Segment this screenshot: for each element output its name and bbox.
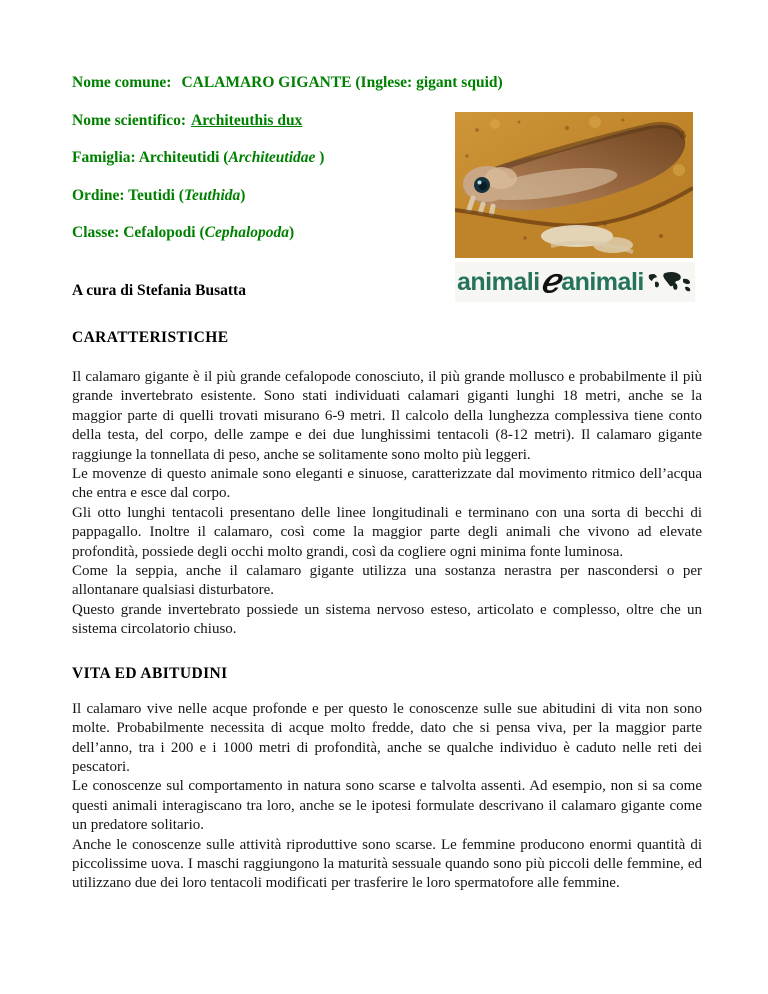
squid-photo-illustration xyxy=(455,112,693,258)
family-suffix: ) xyxy=(315,149,325,166)
common-name-value: CALAMARO GIGANTE (Inglese: gigant squid) xyxy=(181,74,503,91)
giant-squid-photo xyxy=(455,112,693,258)
logo-word-animali-1: animali xyxy=(457,268,540,296)
class-label: Classe: Cefalopodi ( xyxy=(72,224,205,241)
common-name-label: Nome comune: xyxy=(72,74,172,91)
order-label: Ordine: Teutidi ( xyxy=(72,186,184,204)
section-heading-vita-ed-abitudini: VITA ED ABITUDINI xyxy=(72,664,228,682)
paragraph: Le conoscenze sul comportamento in natura sono scarse e talvolta assenti. Ad esempio, non si sa come questi animali interagiscano tra loro, anche se le ipotesi formulate descrivano il calamaro gigante come un predatore solitario. xyxy=(72,778,702,834)
common-name-line xyxy=(72,75,702,91)
logo-script-e: ℯ xyxy=(540,261,561,300)
author-byline: A cura di Stefania Busatta xyxy=(72,282,246,299)
class-latin-name: Cephalopoda xyxy=(204,224,290,241)
paragraph: Anche le conoscenze sulle attività riproduttive sono scarse. Le femmine producono enormi quantità di piccolissime uova. I maschi raggiungono la maturità sessuale quando sono più piccoli delle femmine, ed utilizzano due dei loro tentacoli modificati per trasferire le loro spermatofore alle femmine. xyxy=(72,836,702,892)
family-label: Famiglia: Architeutidi ( xyxy=(72,149,229,166)
paragraph: Il calamaro gigante è il più grande cefalopode conosciuto, il più grande mollusco e probabilmente il più grande invertebrato esistente. Sono stati individuati calamari giganti lunghi 18 metri, anche se la maggior parte di quelli trovati misurano 6-9 metri. Il calcolo della lunghezza complessiva tiene conto della testa, del corpo, delle zampe e dei due lunghissimi tentacoli (8-12 metri). Il calamaro gigante raggiunge la tonnellata di peso, anche se solitamente sono molto più leggeri. xyxy=(72,369,702,463)
paragraph: Gli otto lunghi tentacoli presentano delle linee longitudinali e terminano con una sorta di becchi di pappagallo. Inoltre il calamaro, così come la maggior parte degli animali che vivono ad elevate profondità, possiede degli occhi molto grandi, così da cogliere ogni minima fonte luminosa. xyxy=(72,504,702,560)
order-suffix: ) xyxy=(240,186,246,204)
scientific-name-value: Architeuthis dux xyxy=(191,111,303,129)
paragraph: Il calamaro vive nelle acque profonde e per questo le conoscenze sulle sue abitudini di vita non sono molte. Probabilmente necessita di acque molto fredde, dato che si pensa viva, per la maggior parte dell’anno, tra i 200 e i 1000 metri di profondità, anche se qualche individuo è caduto nelle reti dei pescatori. xyxy=(72,700,702,775)
animalieanimali-logo xyxy=(455,262,695,302)
family-latin-name: Architeutidae xyxy=(228,149,316,166)
world-map-icon xyxy=(647,269,693,295)
order-latin-name: Teuthida xyxy=(183,186,241,204)
paragraph: Questo grande invertebrato possiede un sistema nervoso esteso, articolato e complesso, oltre che un sistema circolatorio chiuso. xyxy=(72,601,702,638)
scientific-name-label: Nome scientifico: xyxy=(72,111,187,129)
section-heading-caratteristiche: CARATTERISTICHE xyxy=(72,329,229,346)
paragraph: Le movenze di questo animale sono eleganti e sinuose, caratterizzate dal movimento ritmico dell’acqua che entra e esce dal corpo. xyxy=(72,466,702,502)
logo-word-animali-2: animali xyxy=(561,268,644,296)
paragraph: Come la seppia, anche il calamaro gigante utilizza una sostanza nerastra per nascondersi o per allontanare qualsiasi disturbatore. xyxy=(72,563,702,599)
class-suffix: ) xyxy=(289,224,295,241)
